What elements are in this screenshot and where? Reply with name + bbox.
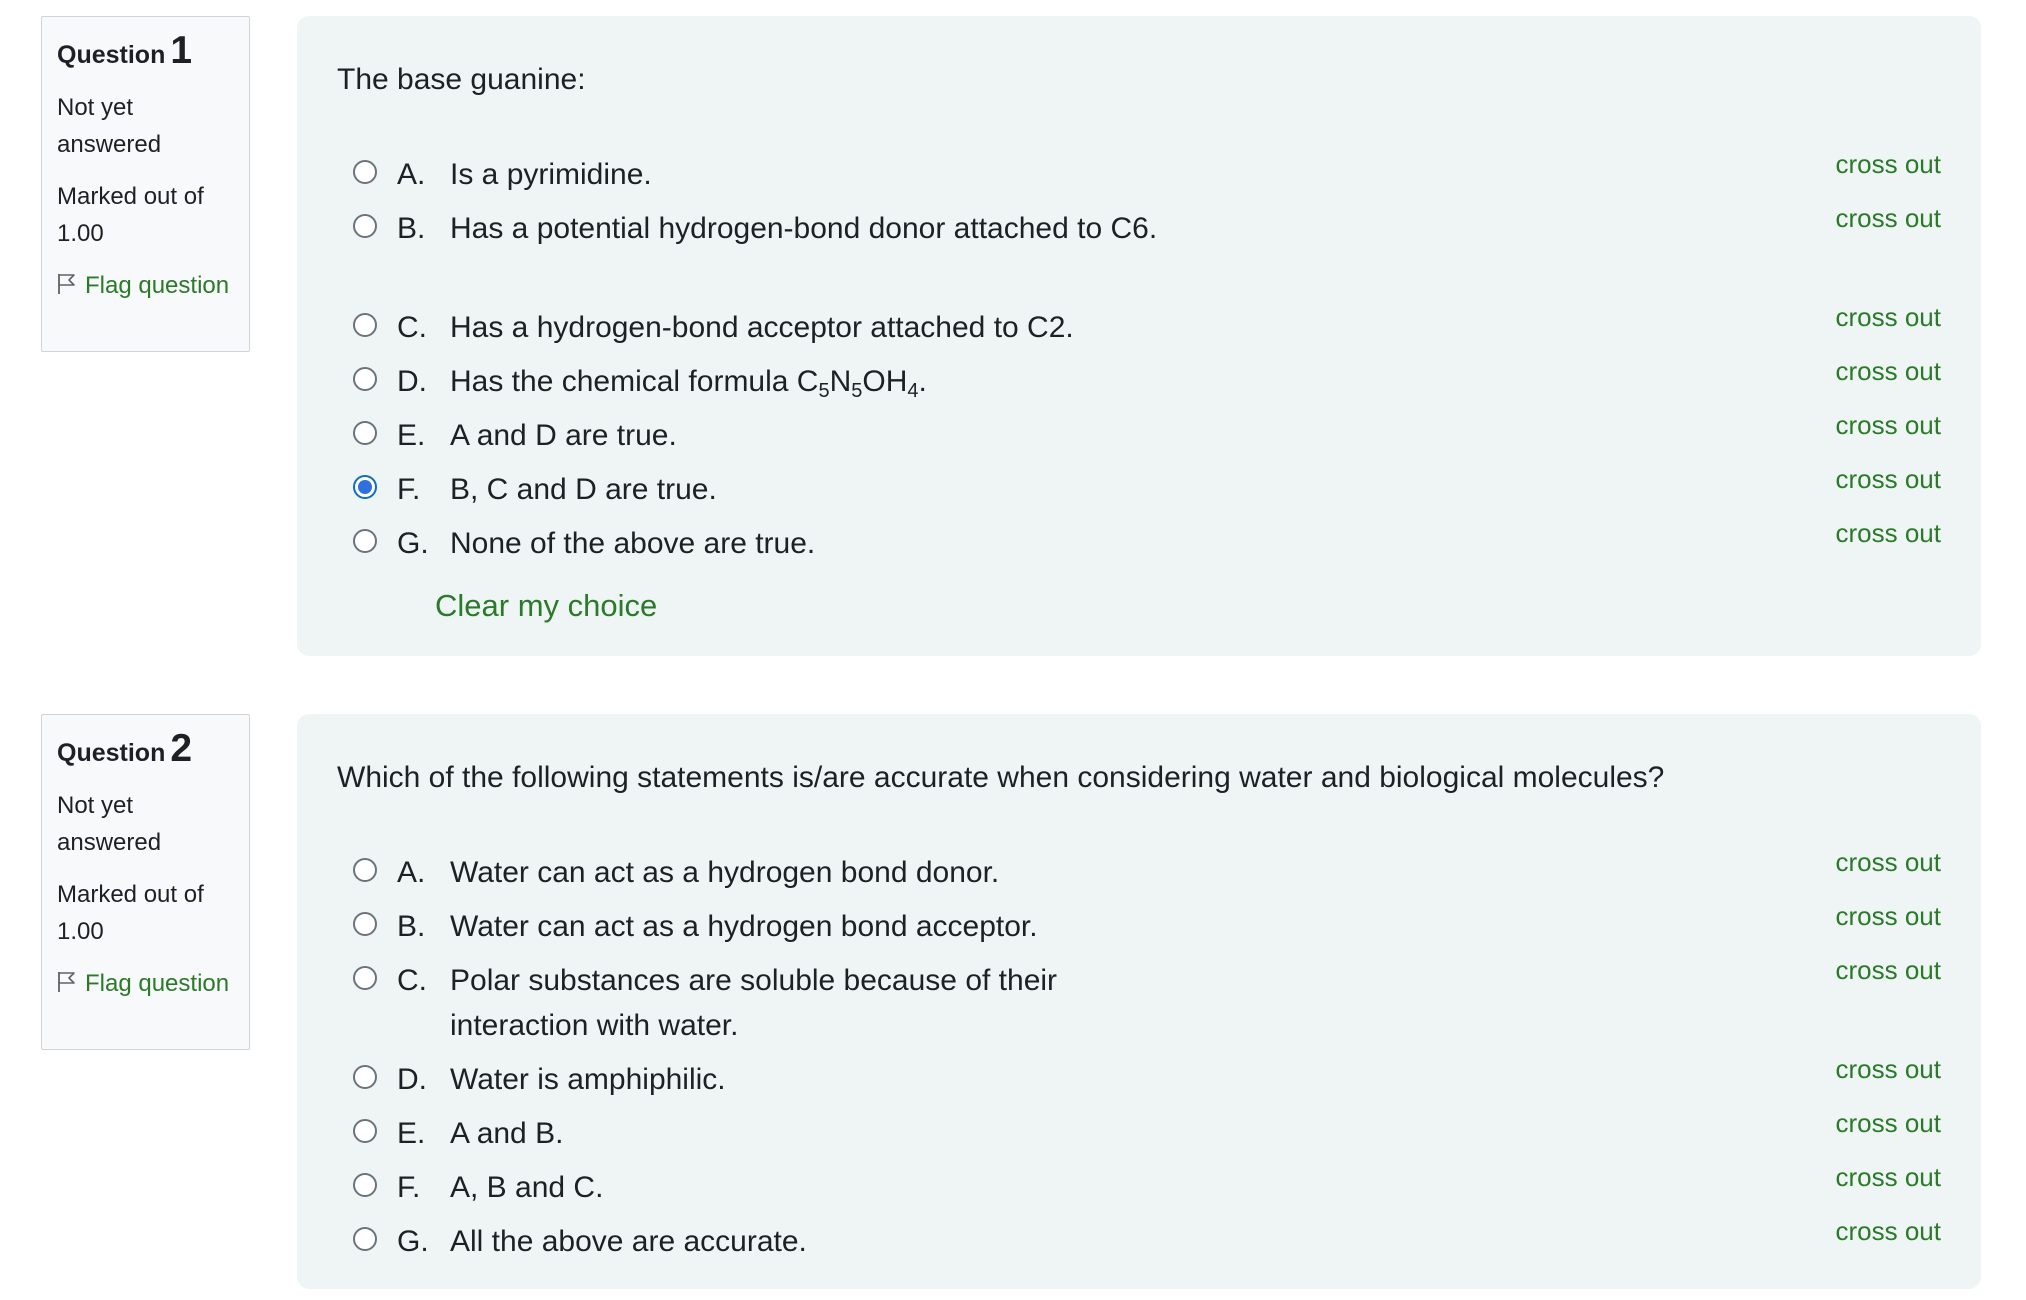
cross-out-link[interactable]: cross out [1835,149,1941,179]
question-info [41,714,250,1050]
answer-radio[interactable] [353,313,377,337]
answer-letter: F. [397,473,421,506]
answer-option[interactable] [337,518,1941,575]
question-state: Not yet answered [57,94,162,158]
answer-radio[interactable] [353,160,377,184]
formula-sub: 4 [907,380,919,402]
answer-option[interactable] [337,410,1941,467]
question-grade: Marked out of 1.00 [57,183,204,247]
cross-out-link[interactable]: cross out [1835,847,1941,877]
answer-list [337,847,1941,1273]
answer-letter: G. [397,1225,429,1258]
answer-text: Polar substances are soluble because of their interaction with water. [450,964,1058,1042]
question-heading [57,729,234,773]
answer-radio[interactable] [353,912,377,936]
answer-text: Water can act as a hydrogen bond donor. [450,856,1000,889]
answer-letter: C. [397,964,427,997]
answer-option[interactable] [337,955,1941,1057]
answer-option[interactable] [337,1162,1941,1219]
answer-letter: G. [397,527,429,560]
question-text: Which of the following statements is/are accurate when considering water and biological molecules? [337,761,1665,794]
answer-text: Is a pyrimidine. [450,158,652,191]
flag-icon [57,273,77,295]
question-heading [57,31,234,75]
answer-radio[interactable] [353,1227,377,1251]
flag-question-link[interactable] [57,267,234,304]
answer-letter: A. [397,856,426,889]
answer-text: A and B. [450,1117,564,1150]
answer-letter: A. [397,158,426,191]
answer-radio[interactable] [353,858,377,882]
answer-option[interactable] [337,1216,1941,1273]
flag-question-label: Flag question [85,970,230,997]
answer-text: None of the above are true. [450,527,816,560]
answer-option[interactable] [337,302,1941,359]
answer-text: All the above are accurate. [450,1225,807,1258]
question-label: Question [57,41,166,69]
answer-text: Has a hydrogen-bond acceptor attached to C2. [450,311,1074,344]
answer-letter: B. [397,910,426,943]
cross-out-link[interactable]: cross out [1835,955,1941,985]
answer-text: Water can act as a hydrogen bond acceptor. [450,910,1038,943]
cross-out-link[interactable]: cross out [1835,302,1941,332]
cross-out-link[interactable]: cross out [1835,203,1941,233]
answer-list [337,149,1941,627]
formula-part: N [829,365,852,398]
answer-text: A, B and C. [450,1171,604,1204]
question-content [297,714,1981,1289]
answer-option[interactable] [337,356,1941,413]
answer-option[interactable] [337,847,1941,904]
answer-text: Water is amphiphilic. [450,1063,726,1096]
answer-text-formula [450,359,1170,404]
answer-radio[interactable] [353,966,377,990]
answer-radio[interactable] [353,1065,377,1089]
answer-radio[interactable] [353,1173,377,1197]
question-grade: Marked out of 1.00 [57,881,204,945]
answer-letter: B. [397,212,426,245]
answer-option[interactable] [337,149,1941,206]
answer-letter: D. [397,365,427,398]
clear-my-choice-link[interactable]: Clear my choice [435,588,658,623]
question-info [41,16,250,352]
cross-out-link[interactable]: cross out [1835,356,1941,386]
answer-letter: E. [397,1117,426,1150]
question-content [297,16,1981,656]
answer-radio[interactable] [353,367,377,391]
answer-radio[interactable] [353,1119,377,1143]
answer-text: A and D are true. [450,419,677,452]
answer-radio-selected[interactable] [353,475,377,499]
cross-out-link[interactable]: cross out [1835,518,1941,548]
answer-option[interactable] [337,1108,1941,1165]
formula-suffix: . [918,365,927,398]
answer-letter: C. [397,311,427,344]
cross-out-link[interactable]: cross out [1835,410,1941,440]
flag-question-label: Flag question [85,272,230,299]
cross-out-link[interactable]: cross out [1835,1054,1941,1084]
cross-out-link[interactable]: cross out [1835,901,1941,931]
cross-out-link[interactable]: cross out [1835,464,1941,494]
cross-out-link[interactable]: cross out [1835,1162,1941,1192]
formula-part: OH [862,365,908,398]
answer-option[interactable] [337,203,1941,305]
answer-letter: D. [397,1063,427,1096]
formula-sub: 5 [818,380,830,402]
answer-option[interactable] [337,1054,1941,1111]
question-text: The base guanine: [337,63,586,96]
answer-letter: F. [397,1171,421,1204]
cross-out-link[interactable]: cross out [1835,1216,1941,1246]
flag-icon [57,971,77,993]
question-number: 1 [170,29,193,72]
answer-radio[interactable] [353,529,377,553]
flag-question-link[interactable] [57,965,234,1002]
answer-option[interactable] [337,901,1941,958]
answer-radio[interactable] [353,421,377,445]
answer-text: B, C and D are true. [450,473,717,506]
formula-prefix: Has the chemical formula C [450,365,819,398]
question-number: 2 [170,727,193,770]
answer-radio[interactable] [353,214,377,238]
answer-letter: E. [397,419,426,452]
answer-text: Has a potential hydrogen-bond donor attached to C6. [450,212,1158,245]
cross-out-link[interactable]: cross out [1835,1108,1941,1138]
question-label: Question [57,739,166,767]
answer-option-selected[interactable] [337,464,1941,521]
formula-sub: 5 [851,380,863,402]
question-state: Not yet answered [57,792,162,856]
